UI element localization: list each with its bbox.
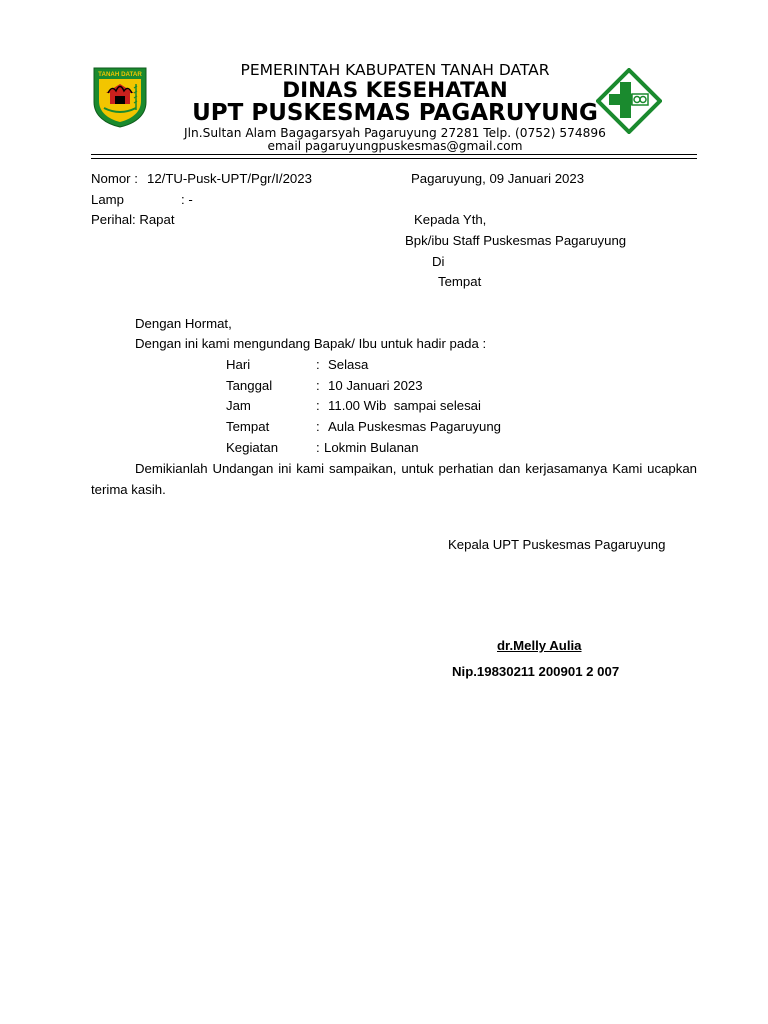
detail-sep: : bbox=[316, 357, 320, 372]
detail-value: Aula Puskesmas Pagaruyung bbox=[328, 419, 502, 434]
signature-title: Kepala UPT Puskesmas Pagaruyung bbox=[448, 537, 666, 552]
dept-title: DINAS KESEHATAN bbox=[282, 78, 508, 103]
email-line: email pagaruyungpuskesmas@gmail.com bbox=[267, 139, 523, 153]
nomor-value: 12/TU-Pusk-UPT/Pgr/I/2023 bbox=[147, 171, 312, 186]
signature-nip: Nip.19830211 200901 2 007 bbox=[452, 664, 620, 679]
unit-title: UPT PUSKESMAS PAGARUYUNG bbox=[192, 100, 598, 126]
detail-sep: : bbox=[316, 419, 320, 434]
detail-label: Hari bbox=[226, 357, 251, 372]
detail-value: 10 Januari 2023 bbox=[328, 378, 423, 393]
nomor-label: Nomor : bbox=[91, 171, 138, 186]
recipient-line-4: Tempat bbox=[438, 274, 482, 289]
detail-label: Tempat bbox=[226, 419, 270, 434]
greeting: Dengan Hormat, bbox=[135, 316, 232, 331]
closing-paragraph: Demikianlah Undangan ini kami sampaikan, untuk perhatian dan kerjasamanya Kami ucapkan terima kasih. bbox=[91, 461, 697, 497]
perihal-label: Perihal bbox=[91, 212, 133, 227]
lamp-value: : - bbox=[181, 192, 193, 207]
address-line: Jln.Sultan Alam Bagagarsyah Pagaruyung 27281 Telp. (0752) 574896 bbox=[184, 126, 606, 140]
tanah-datar-emblem-logo bbox=[90, 66, 150, 128]
recipient-line-1: Kepada Yth, bbox=[414, 212, 487, 227]
detail-sep: : bbox=[316, 378, 320, 393]
detail-label: Jam bbox=[226, 398, 251, 413]
detail-label: Tanggal bbox=[226, 378, 273, 393]
detail-sep: : bbox=[316, 398, 320, 413]
emblem-label: TANAH DATAR bbox=[98, 71, 142, 78]
header-rule-thin bbox=[91, 158, 697, 159]
detail-value: 11.00 Wib sampai selesai bbox=[328, 398, 481, 413]
recipient-line-3: Di bbox=[432, 254, 445, 269]
place-date: Pagaruyung, 09 Januari 2023 bbox=[411, 171, 585, 186]
gov-title: PEMERINTAH KABUPATEN TANAH DATAR bbox=[240, 61, 550, 79]
detail-label: Kegiatan bbox=[226, 440, 279, 455]
detail-sep: : bbox=[316, 440, 320, 455]
header-rule-thick bbox=[91, 154, 697, 155]
perihal-value: : Rapat bbox=[132, 212, 175, 227]
lamp-label: Lamp bbox=[91, 192, 124, 207]
signature-name: dr.Melly Aulia bbox=[497, 638, 582, 653]
intro-line: Dengan ini kami mengundang Bapak/ Ibu untuk hadir pada : bbox=[135, 336, 487, 351]
detail-value: Lokmin Bulanan bbox=[324, 440, 419, 455]
detail-value: Selasa bbox=[328, 357, 369, 372]
recipient-line-2: Bpk/ibu Staff Puskesmas Pagaruyung bbox=[405, 233, 627, 248]
